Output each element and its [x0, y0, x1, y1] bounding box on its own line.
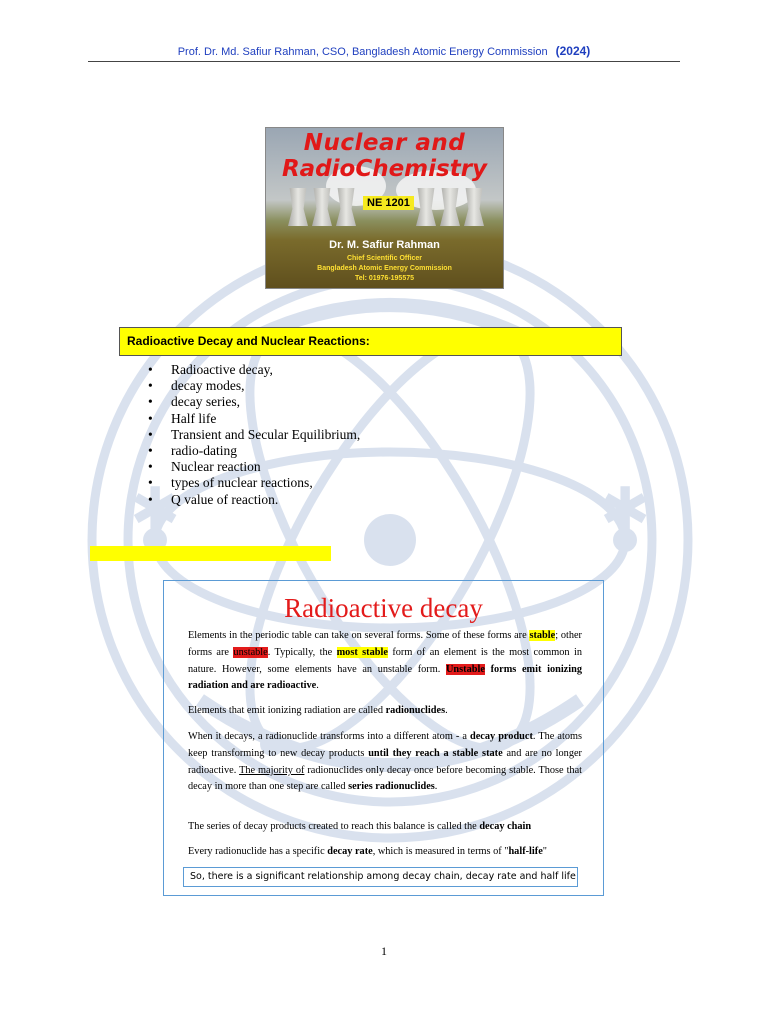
paragraph-decay-product: When it decays, a radionuclide transforms into a different atom - a decay product. The atoms keep transforming to new decay products until they reach a stable state and are no longer radioactive. The majority of radionuclides only decay once before becoming stable. Those that decay in more than one step are called series radionuclides. [188, 731, 583, 793]
topic-item: • decay series, [148, 394, 360, 410]
cover-course-code: NE 1201 [363, 196, 414, 210]
topic-item: • Transient and Secular Equilibrium, [148, 427, 360, 443]
cover-organization: Bangladesh Atomic Energy Commission [317, 265, 452, 272]
relationship-note: So, there is a significant relationship among decay chain, decay rate and half life [183, 867, 578, 887]
page-number: 1 [381, 944, 387, 958]
topic-item: • decay modes, [148, 378, 360, 394]
highlight-most-stable: most stable [336, 646, 388, 658]
topic-item: • Q value of reaction. [148, 492, 360, 508]
topic-item: • Nuclear reaction [148, 459, 360, 475]
section-title: Radioactive Decay and Nuclear Reactions: [127, 334, 370, 348]
svg-text:✱: ✱ [130, 475, 181, 545]
highlight-strip [90, 546, 331, 561]
cover-author: Dr. M. Safiur Rahman [329, 239, 440, 251]
cover-tel: Tel: 01976-195575 [354, 275, 415, 282]
cover-title-line2: RadioChemistry [281, 156, 488, 182]
cover-title-line1: Nuclear and [303, 130, 466, 156]
topic-item: • types of nuclear reactions, [148, 475, 360, 491]
header-rule [88, 61, 680, 62]
topic-item: • radio-dating [148, 443, 360, 459]
topic-item: • Radioactive decay, [148, 362, 360, 378]
paragraph-forms: Elements in the periodic table can take on several forms. Some of these forms are stable; other forms are unstable. Typically, the most stable form of an element is the most common in nature. However, some elements have an unstable form. Unstable forms emit ionizing radiation and are radioactive. [188, 630, 582, 692]
course-cover-image [265, 127, 504, 289]
highlight-unstable: unstable [233, 646, 268, 658]
paragraph-decay-rate: Every radionuclide has a specific decay rate, which is measured in terms of "half-life" [188, 846, 547, 857]
header-year: (2024) [555, 44, 591, 58]
paragraph-decay-chain: The series of decay products created to reach this balance is called the decay chain [188, 821, 532, 832]
header-text: Prof. Dr. Md. Safiur Rahman, CSO, Bangladesh Atomic Energy Commission [177, 46, 548, 58]
cover-position: Chief Scientific Officer [346, 255, 423, 262]
box-title: Radioactive decay [284, 593, 483, 623]
svg-text:✱: ✱ [600, 475, 651, 545]
topic-list [148, 362, 360, 508]
page-header [0, 44, 768, 58]
topic-item: • Half life [148, 411, 360, 427]
radioactive-decay-box [163, 580, 604, 896]
section-title-bar [119, 327, 622, 356]
highlight-stable: stable [529, 630, 556, 641]
highlight-unstable-forms: Unstable [445, 663, 485, 675]
paragraph-radionuclides: Elements that emit ionizing radiation are called radionuclides. [188, 705, 448, 716]
